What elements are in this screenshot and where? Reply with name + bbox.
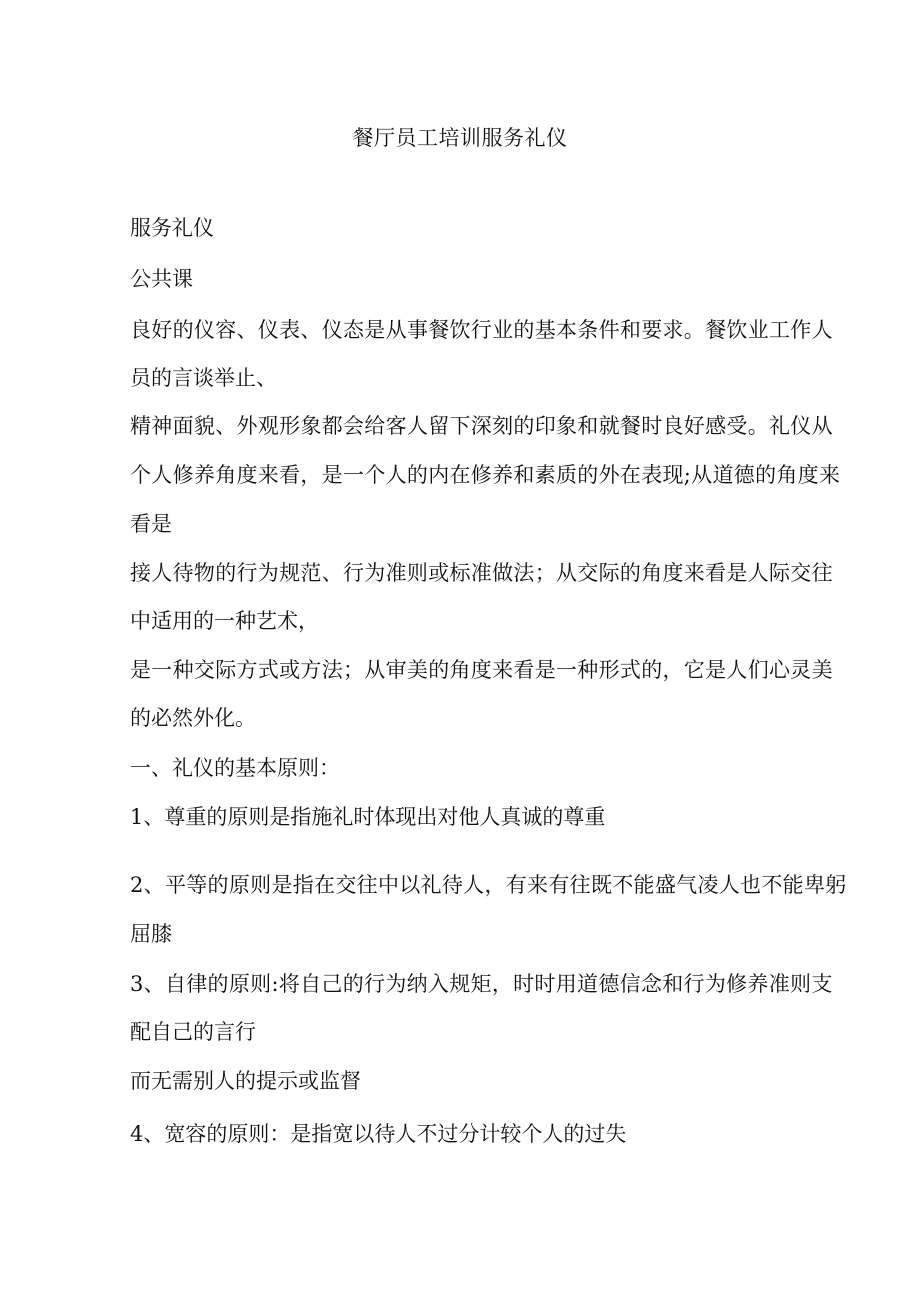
principles-heading: 一、礼仪的基本原则：: [130, 756, 340, 780]
principle-item: 2、平等的原则是指在交往中以礼待人，有来有往既不能盛气凌人也不能卑躬: [130, 873, 847, 897]
paragraph-line: 个人修养角度来看，是一个人的内在修养和素质的外在表现;从道德的角度来: [130, 463, 841, 487]
paragraph-line: 看是: [130, 512, 172, 536]
paragraph-line: 接人待物的行为规范、行为准则或标准做法；从交际的角度来看是人际交往: [130, 561, 833, 585]
paragraph-line: 良好的仪容、仪表、仪态是从事餐饮行业的基本条件和要求。餐饮业工作人: [130, 318, 833, 342]
principle-item: 1、尊重的原则是指施礼时体现出对他人真诚的尊重: [130, 805, 606, 829]
principle-item: 3、自律的原则:将自己的行为纳入规矩，时时用道德信念和行为修养准则支: [130, 972, 833, 996]
paragraph-line: 精神面貌、外观形象都会给客人留下深刻的印象和就餐时良好感受。礼仪从: [130, 414, 833, 438]
course-label: 公共课: [130, 267, 193, 291]
paragraph-line: 是一种交际方式或方法；从审美的角度来看是一种形式的，它是人们心灵美: [130, 658, 833, 682]
section-heading: 服务礼仪: [130, 216, 214, 240]
principle-item-continuation: 屈膝: [130, 922, 172, 946]
paragraph-line: 员的言谈举止、: [130, 366, 277, 390]
paragraph-line: 的必然外化。: [130, 706, 256, 730]
paragraph-line: 中适用的一种艺术，: [130, 609, 319, 633]
document-title: 餐厅员工培训服务礼仪: [352, 126, 568, 150]
principle-item-continuation: 而无需别人的提示或监督: [130, 1069, 361, 1093]
principle-item: 4、宽容的原则：是指宽以待人不过分计较个人的过失: [130, 1122, 627, 1146]
principle-item-continuation: 配自己的言行: [130, 1020, 256, 1044]
